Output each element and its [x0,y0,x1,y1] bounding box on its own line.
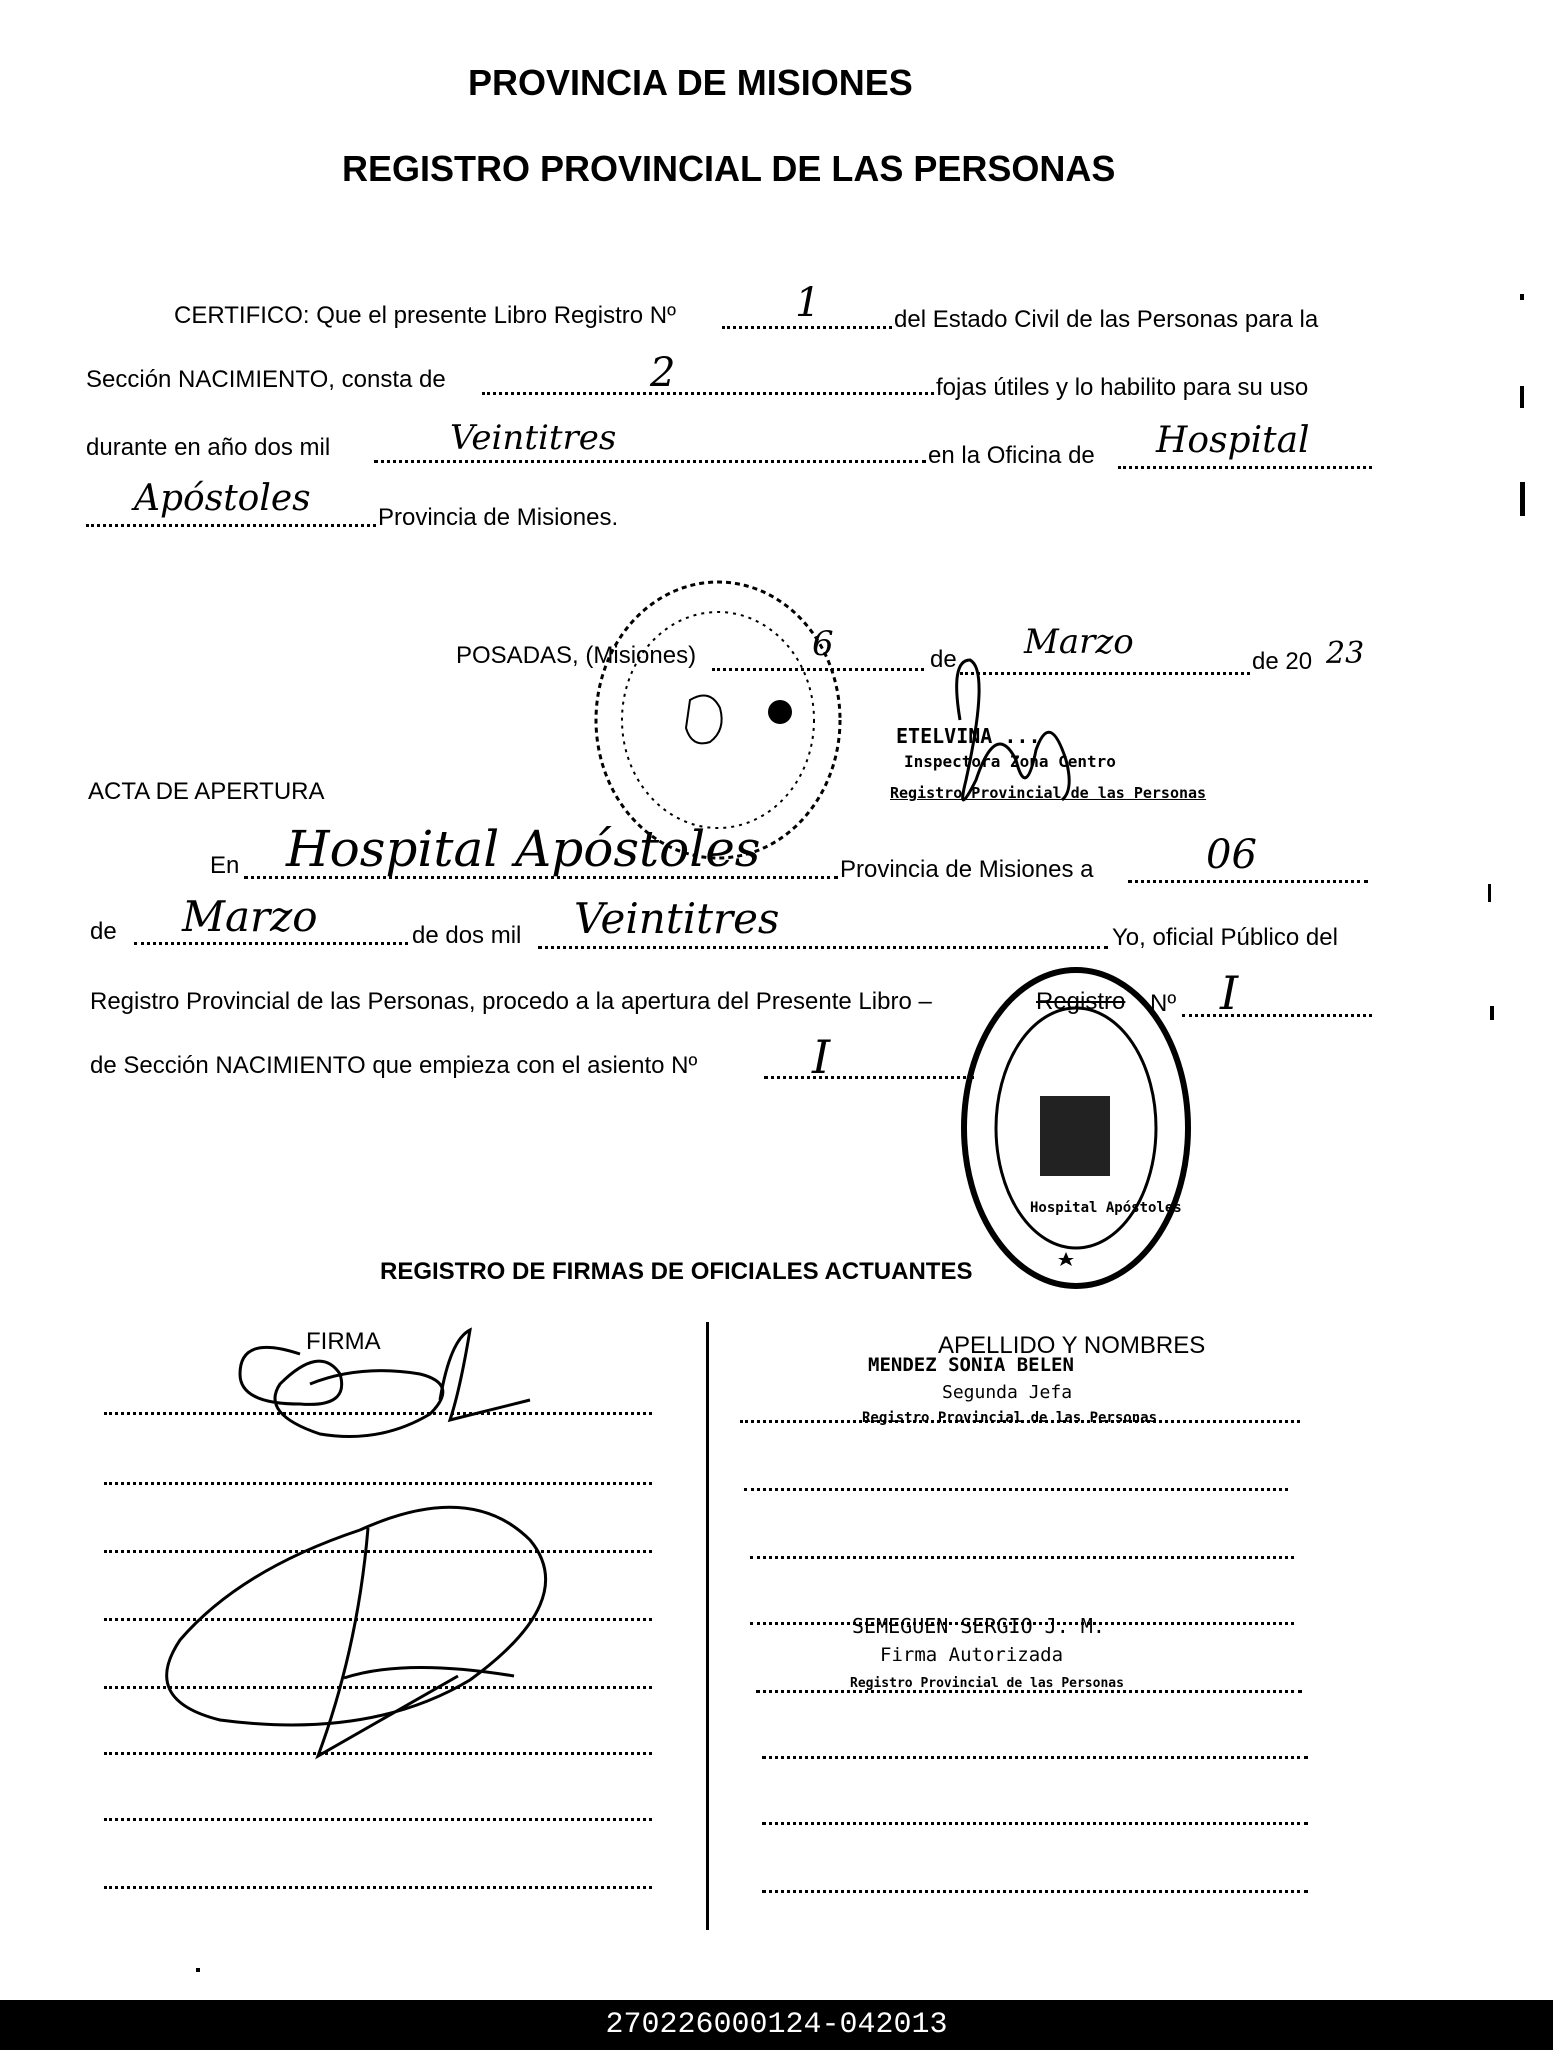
handwritten-oficina-cont: Apóstoles [134,478,311,519]
inspector-role: Inspectora Zona Centro [904,752,1116,771]
handwritten-dia: 06 [1206,832,1257,878]
signatures-heading: REGISTRO DE FIRMAS DE OFICIALES ACTUANTES [380,1258,973,1285]
acta-l2-c: Yo, oficial Público del [1112,924,1338,951]
col-firma-label: FIRMA [306,1328,381,1355]
date-de: de [930,646,957,673]
inspector-name: ETELVINA ... [896,724,1041,748]
official2-role: Firma Autorizada [880,1644,1064,1666]
acta-l3-b: Nº [1150,990,1177,1017]
handwritten-libro-roman: I [1220,966,1239,1020]
cert-line4: Provincia de Misiones. [378,504,619,531]
acta-l1-a: En [210,852,240,879]
acta-l2-b: de dos mil [412,922,522,949]
handwritten-libro-no: 1 [795,280,821,326]
acta-l3-a: Registro Provincial de las Personas, procedo a la apertura del Presente Libro – [90,988,932,1015]
handwritten-year-words: Veintitres [450,418,617,458]
handwritten-mes: Marzo [182,892,318,941]
registry-title: REGISTRO PROVINCIAL DE LAS PERSONAS [342,148,1116,189]
acta-l3-struck: Registro [1036,988,1126,1015]
date-year-prefix: de 20 [1252,648,1313,675]
cert-line1-a: CERTIFICO: Que el presente Libro Registro Nº [174,302,676,329]
seal-inner-text: Hospital Apóstoles [1030,1200,1182,1216]
handwritten-day: 6 [812,624,834,664]
acta-l4-a: de Sección NACIMIENTO que empieza con el asiento Nº [90,1052,698,1079]
date-place: POSADAS, (Misiones) [456,642,697,669]
handwritten-year-suffix: 23 [1326,636,1365,671]
handwritten-month: Marzo [1024,622,1134,662]
handwritten-fojas: 2 [650,350,676,396]
official1-name: MENDEZ SONIA BELEN [868,1354,1074,1376]
handwritten-asiento-roman: I [812,1030,831,1084]
official2-name: SEMEGUEN SERGIO J. M. [852,1614,1105,1638]
acta-l2-a: de [90,918,117,945]
cert-line3-a: durante en año dos mil [86,434,331,461]
inspector-org: Registro Provincial de las Personas [890,784,1207,802]
acta-l1-b: Provincia de Misiones a [840,856,1094,883]
document-code: 270226000124-042013 [0,2000,1553,2050]
official2-org: Registro Provincial de las Personas [850,1676,1124,1691]
official1-org: Registro Provincial de las Personas [862,1410,1158,1426]
cert-line2-a: Sección NACIMIENTO, consta de [86,366,446,393]
official1-role: Segunda Jefa [942,1382,1073,1403]
handwritten-anio: Veintitres [574,894,780,943]
handwritten-lugar: Hospital Apóstoles [286,820,761,878]
col-nombres-label: APELLIDO Y NOMBRES [938,1332,1206,1359]
cert-line1-b: del Estado Civil de las Personas para la [894,306,1319,333]
province-title: PROVINCIA DE MISIONES [468,62,913,103]
cert-line2-b: fojas útiles y lo habilito para su uso [936,374,1309,401]
acta-heading: ACTA DE APERTURA [88,778,325,805]
cert-line3-b: en la Oficina de [928,442,1095,469]
handwritten-oficina: Hospital [1156,420,1310,461]
